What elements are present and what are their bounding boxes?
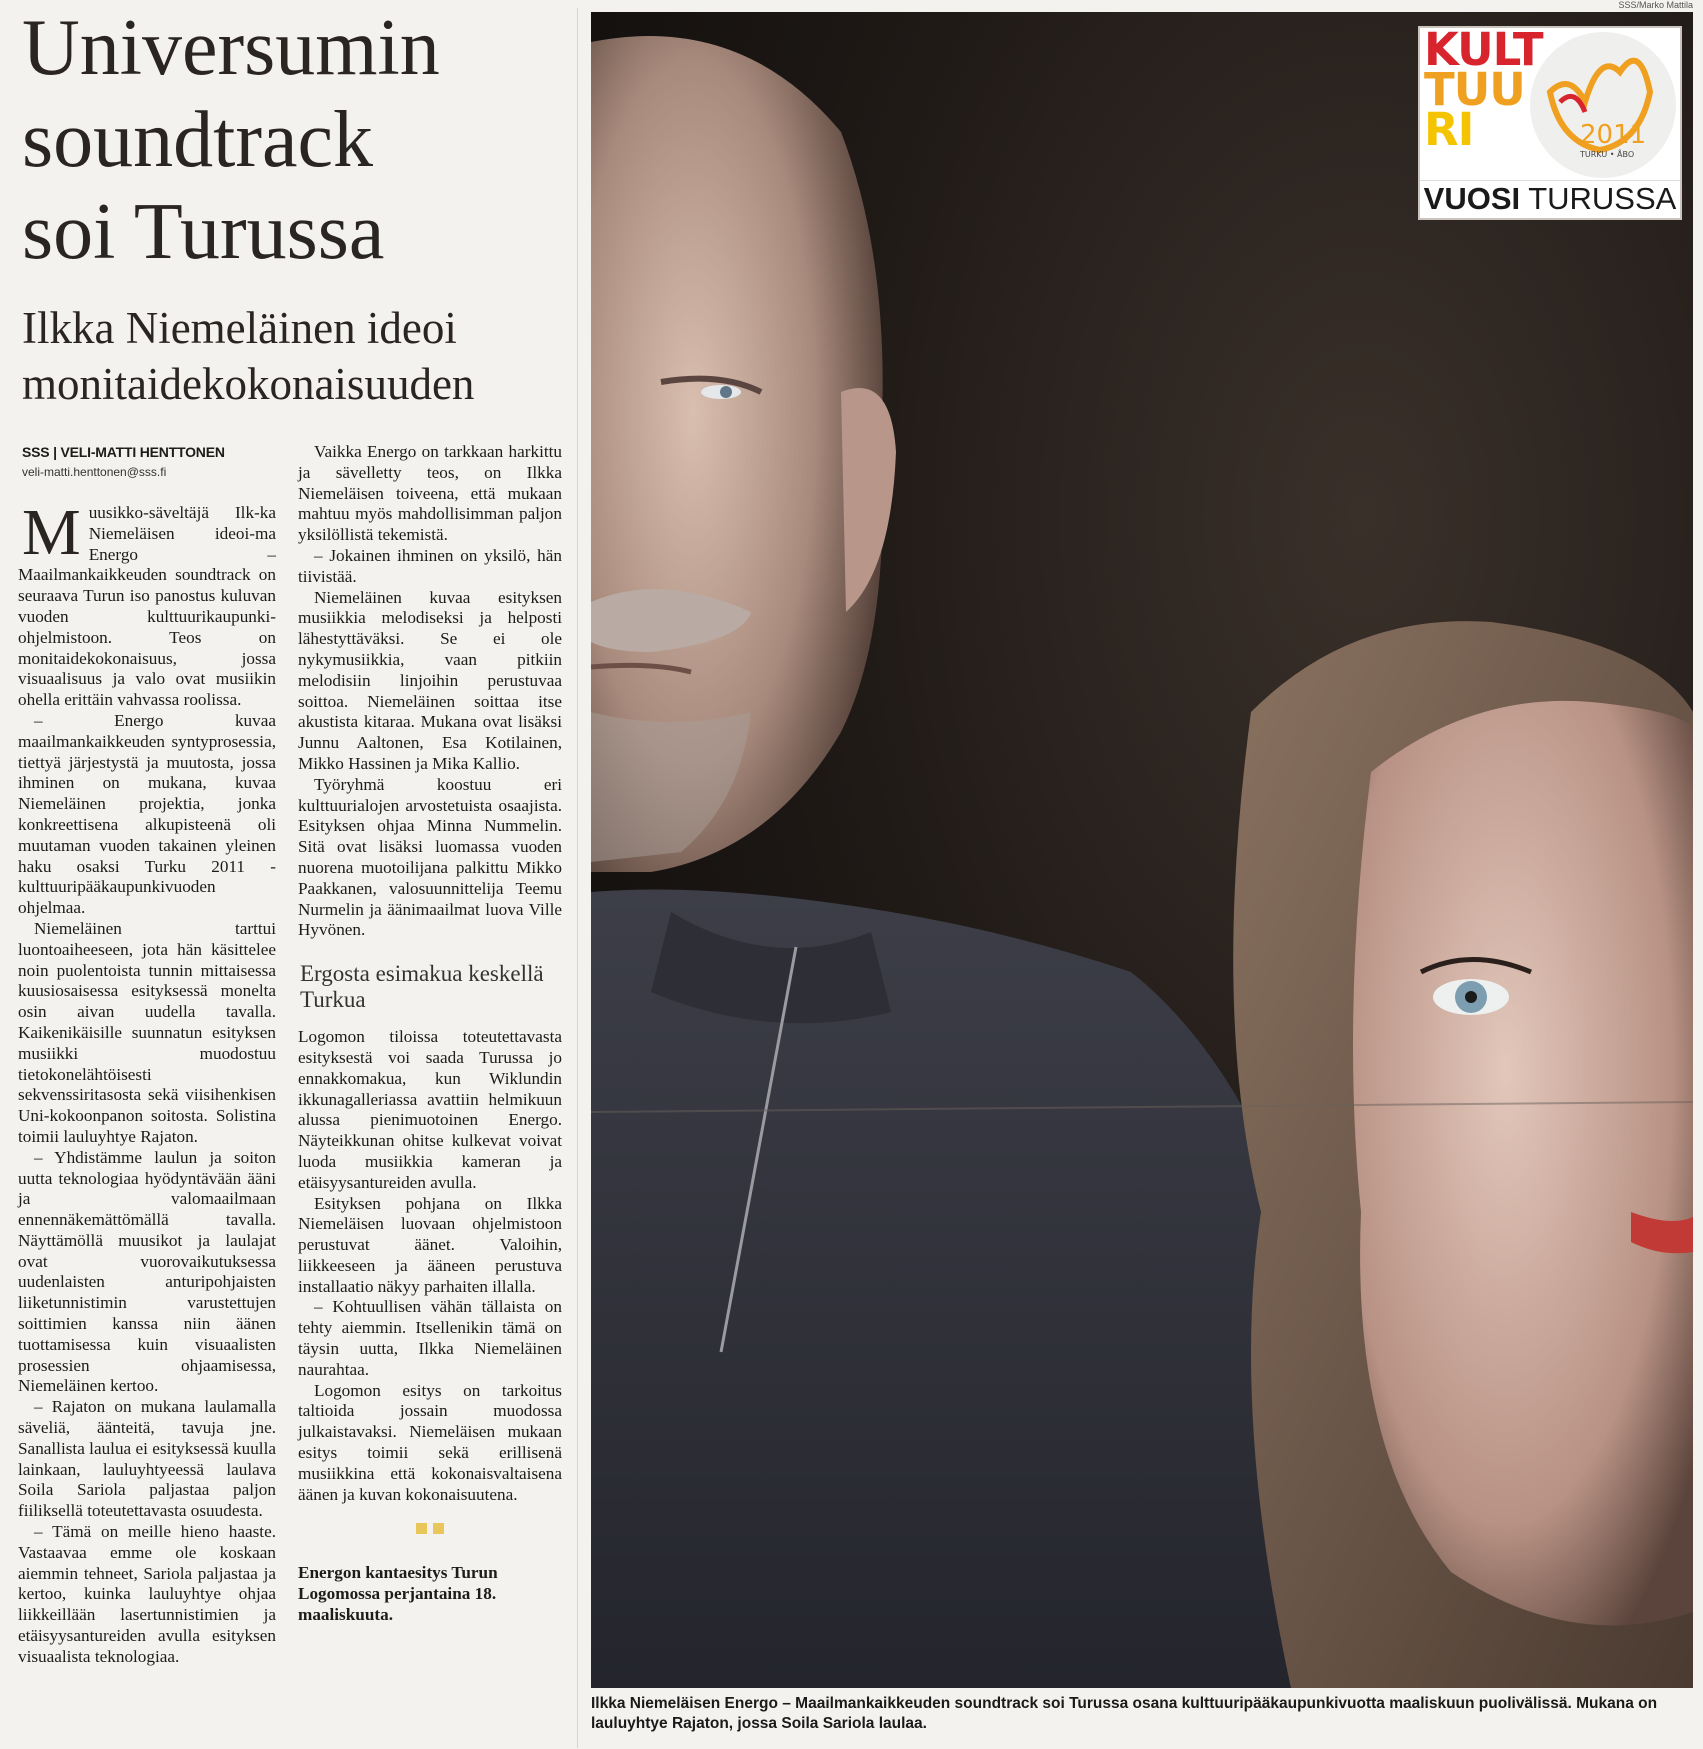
paragraph: Logomon esitys on tarkoitus taltioida jossain muodossa julkaistavaksi. Niemeläisen mukaan esitys toimii sekä erillisenä musiikkina että kokonaisvaltaisena äänen ja kuvan kokonaisuutena.: [298, 1380, 562, 1504]
drop-cap: M: [22, 496, 81, 569]
paragraph: Niemeläinen kuvaa esityksen musiikkia melodiseksi ja helposti lähestyttäväksi. Se ei ole nykymusiikkia, vaan pitkiin melodisiin linjoihin perustuvaa soittoa. Niemeläinen soittaa itse akustista kitaraa. Mukana ovat lisäksi Junnu Aaltonen, Esa Kotilainen, Mikko Hassinen ja Mika Kallio.: [298, 587, 562, 773]
logo-kult-line: RI: [1424, 103, 1474, 156]
portrait-illustration: [591, 12, 1693, 1688]
paragraph: Vaikka Energo on tarkkaan harkittu ja sävelletty teos, on Ilkka Niemeläisen toiveena, että mukaan mahtuu myös mahdollisimman paljon yksilöllistä tekemistä.: [298, 442, 562, 545]
paragraph: – Rajaton on mukana laulamalla säveliä, äänteitä, tavuja jne. Sanallista laulua ei esityksessä kuulla lainkaan, lauluyhtyeessä laulava Soila Sariola paljastaa paljon fiiliksellä toteutettavasta osuudesta.: [18, 1397, 276, 1521]
logo-turussa: TURUSSA: [1528, 181, 1677, 216]
paragraph: – Jokainen ihminen on yksilö, hän tiivistää.: [298, 545, 562, 586]
paragraph: Logomon tiloissa toteutettavasta esityksestä voi saada Turussa jo ennakkomakua, kun Wiklundin ikkunagalleriassa avattiin helmikuun alussa pienimuotoinen Energo. Näyteikkunan ohitse kulkevat voivat luoda musiikkia kameran ja etäisyysantureiden avulla.: [298, 1027, 562, 1192]
lead-text: uusikko-säveltäjä Ilk-ka Niemeläisen ideoi-ma Energo – Maailmankaikkeuden soundtrack on seuraava Turun iso panostus kuluvan vuoden kulttuurikaupunki-ohjelmistoon. Teos on monitaidekokonaisuus, jossa visuaalisuus ja valo ovat musiikin ohella erittäin vahvassa roolissa.: [18, 503, 276, 710]
paragraph: Niemeläinen tarttui luontoaiheeseen, jota hän käsittelee noin puolentoista tunnin mittaisessa kuusiosaisessa esityksessä monelta osin aivan uudella tavalla. Kaikenikäisille suunnatun esityksen musiikki muodostuu tietokonelähtöisesti sekvenssiritasosta sekä viisihenkisen Uni-kokoonpanon soitosta. Solistina toimii lauluyhtye Rajaton.: [18, 918, 276, 1146]
headline: [22, 2, 582, 278]
byline-author: SSS | VELI-MATTI HENTTONEN: [22, 444, 225, 460]
logo-wordmark: [1424, 23, 1552, 156]
article-column-1: [18, 496, 276, 1668]
logo-tagline: [1420, 180, 1680, 217]
crosshead: Ergosta esimakua keskellä Turkua: [300, 961, 544, 1013]
paragraph: – Energo kuvaa maailmankaikkeuden syntyprosessia, tiettyä järjestystä ja muutosta, jossa ihminen on mukana, kuvaa Niemeläinen projektia, jonka konkreettisena alkupisteenä oli muutaman vuoden takainen yleinen haku osaksi Turku 2011 -kulttuuripääkaupunkivuoden ohjelmaa.: [18, 710, 276, 918]
premiere-note: Energon kantaesitys Turun Logomossa perjantaina 18. maaliskuuta.: [298, 1563, 498, 1624]
photo-caption: Ilkka Niemeläisen Energo – Maailmankaikkeuden soundtrack soi Turussa osana kulttuuripääkaupunkivuotta maaliskuun puolivälissä. Mukana on lauluyhtye Rajaton, jossa Soila Sariola laulaa.: [591, 1695, 1658, 1732]
subheadline-line: monitaidekokonaisuuden: [22, 359, 475, 409]
portrait-photo: [591, 12, 1693, 1688]
column-divider: [577, 8, 578, 1748]
paragraph: Esityksen pohjana on Ilkka Niemeläisen luovaan ohjelmistoon perustuvat äänet. Valoihin, liikkeeseen ja ääneen perustuva installaatio näkyy parhaiten illalla.: [298, 1193, 562, 1296]
subheadline-line: Ilkka Niemeläinen ideoi: [22, 303, 457, 353]
headline-line: soundtrack: [22, 96, 374, 184]
subheadline: [22, 300, 582, 412]
end-mark: [298, 1523, 562, 1545]
lead-paragraph: [18, 496, 276, 711]
headline-line: soi Turussa: [22, 188, 385, 276]
byline-email: veli-matti.henttonen@sss.fi: [22, 465, 167, 479]
photo-credit: SSS/Marko Mattila: [1618, 0, 1693, 10]
logo-kult-line: TUU: [1424, 63, 1525, 116]
logo-city: TURKU • ÅBO: [1580, 150, 1635, 159]
paragraph: Työryhmä koostuu eri kulttuurialojen arvostetuista osaajista. Esityksen ohjaa Minna Nummelin. Sitä ovat lisäksi luomassa vuoden nuorena muotoilijana palkittu Mikko Paakkanen, valosuunnittelija Teemu Nurmelin ja äänimaailmat luova Ville Hyvönen.: [298, 774, 562, 940]
logo-year: 2011: [1580, 120, 1647, 150]
logo-kult-line: KULT: [1424, 23, 1543, 76]
paragraph: – Yhdistämme laulun ja soiton uutta teknologiaa hyödyntävään ääni ja valomaailmaan ennennäkemättömällä tavalla. Näyttämöllä muusikot ja laulajat ovat vuorovaikutuksessa uudenlaisten anturipohjaisten liiketunnistimin varustettujen soittimien kanssa niin äänen tuottamisessa kuin visuaalisten prosessien ohjaamisessa, Niemeläinen kertoo.: [18, 1147, 276, 1396]
kulttuuri-vuosi-logo: [1418, 23, 1682, 220]
paragraph: – Kohtuullisen vähän tällaista on tehty aiemmin. Itsellenikin tämä on täysin uutta, Ilkka Niemeläinen naurahtaa.: [298, 1297, 562, 1379]
byline: [22, 442, 282, 482]
headline-line: Universumin: [22, 4, 440, 92]
article-column-2: [298, 442, 562, 1626]
logo-vuosi: VUOSI: [1423, 181, 1521, 216]
paragraph: – Tämä on meille hieno haaste. Vastaavaa emme ole koskaan aiemmin tehneet, Sariola paljastaa ja kertoo, kuinka lauluyhtye ohjaa liikkeillään lasertunnistimien ja etäisyysantureiden avulla esityksen visuaalista teknologiaa.: [18, 1522, 276, 1666]
